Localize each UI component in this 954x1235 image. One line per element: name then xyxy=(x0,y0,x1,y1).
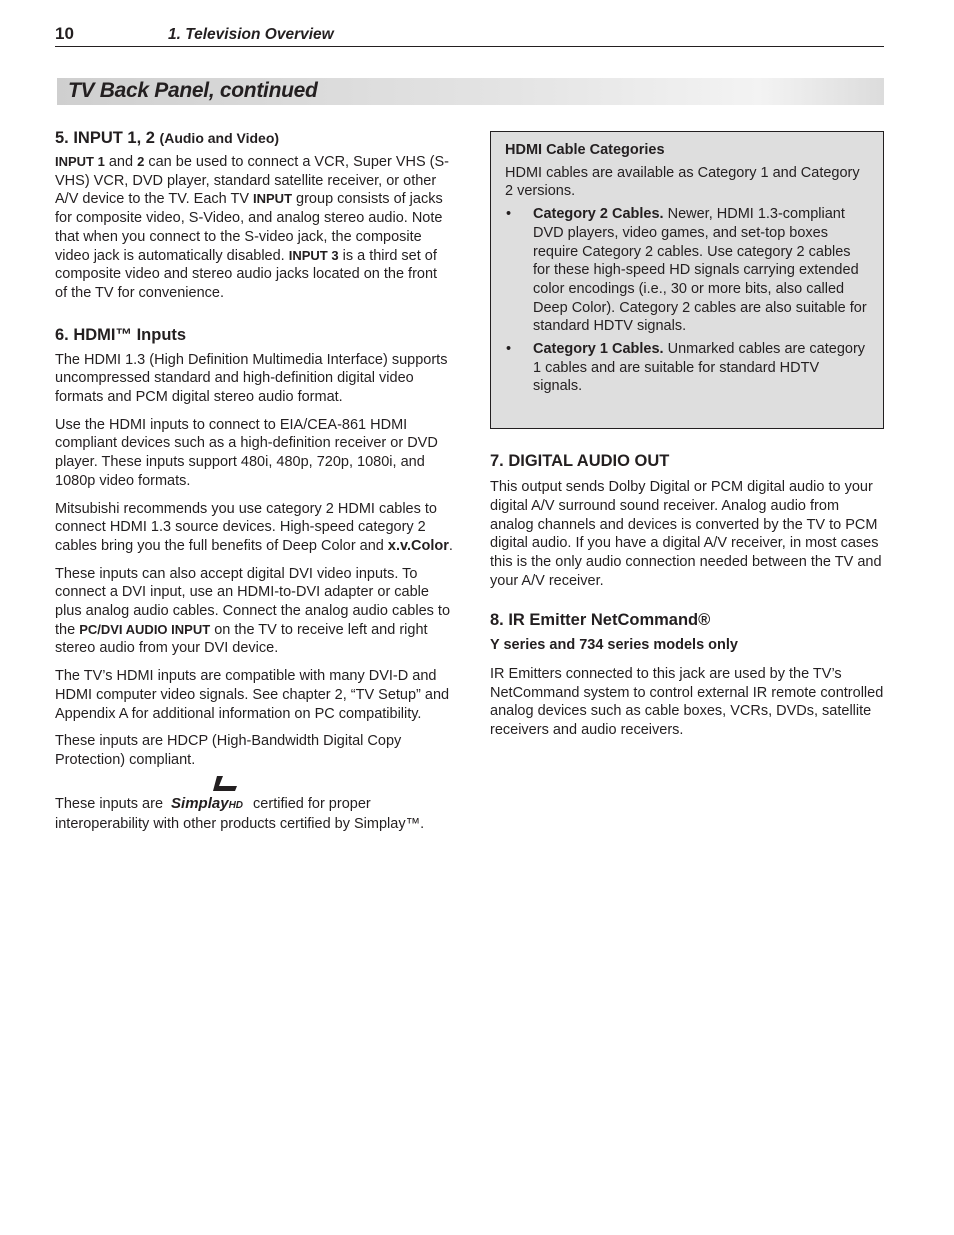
page-header xyxy=(55,24,884,47)
text-span: . xyxy=(448,537,453,554)
hdmi-paragraph-7 xyxy=(55,795,453,834)
text-span: certified for proper interoperability with other products certified by Simplay™. xyxy=(55,795,425,833)
ir-emitter-heading: 8. IR Emitter NetCommand® xyxy=(490,611,711,630)
left-column xyxy=(55,128,453,834)
bullet-icon: • xyxy=(506,341,512,358)
digital-audio-paragraph: This output sends Dolby Digital or PCM digital audio to your digital A/V surround sound receiver. Analog audio from analog channels and devices is converted by the TV to PCM digital audio. If you have a digital A/V receiver, in most cases this is the only audio connection needed between the TV and your A/V receiver. xyxy=(490,479,882,589)
input-3-label: INPUT 3 xyxy=(288,247,339,263)
hdmi-cable-callout xyxy=(490,131,884,429)
list-item xyxy=(505,205,871,336)
text-span: and xyxy=(104,154,138,170)
hdmi-paragraph-5: The TV’s HDMI inputs are compatible with many DVI-D and HDMI computer video signals. See chapter 2, “TV Setup” and Appendix A for additional information on PC compatibility. xyxy=(55,668,450,722)
text-span: These inputs are xyxy=(55,795,168,812)
hdmi-heading: 6. HDMI™ Inputs xyxy=(55,325,187,344)
input-heading-small: (Audio and Video) xyxy=(159,130,280,146)
text-span: on the TV to receive left and right stereo audio from your DVI device. xyxy=(55,621,428,657)
simplay-swoosh-icon xyxy=(211,774,241,796)
digital-audio-heading: 7. DIGITAL AUDIO OUT xyxy=(490,452,670,471)
list-item-text: Newer, HDMI 1.3-compliant DVD players, video games, and set-top boxes require Category 2 cables. Use category 2 cables for these high-speed HD signals carrying extended color encodings (i.e., 30 or more bits, also called Deep Color). Category 2 cables are also suitable for standard HDTV signals. xyxy=(533,206,867,335)
text-span: Mitsubishi recommends you use category 2 HDMI cables to connect HDMI 1.3 source devices. High-speed category 2 cables bring you the full benefits of Deep Color and xyxy=(55,500,437,554)
input-1-label: INPUT 1 xyxy=(55,154,105,169)
hdmi-paragraph-6: These inputs are HDCP (High-Bandwidth Digital Copy Protection) compliant. xyxy=(55,733,402,768)
ir-emitter-subheading: Y series and 734 series models only xyxy=(490,637,738,654)
input-paragraph xyxy=(55,153,453,303)
input-heading xyxy=(55,128,453,148)
input-label: INPUT xyxy=(253,191,293,207)
pc-dvi-audio-input-label: PC/DVI AUDIO INPUT xyxy=(79,621,211,637)
hdmi-paragraph-3 xyxy=(55,500,453,556)
hdmi-paragraph-1: The HDMI 1.3 (High Definition Multimedia Interface) supports uncompressed standard and high-definition digital video formats and PCM digital stereo audio format. xyxy=(55,351,448,406)
hdmi-paragraph-2: Use the HDMI inputs to connect to EIA/CEA-861 HDMI compliant devices such as a high-definition receiver or DVD player. These inputs support 480i, 480p, 720p, 1080i, and 1080p video formats. xyxy=(55,416,438,489)
list-item-title: Category 2 Cables. xyxy=(533,206,664,223)
page-number: 10 xyxy=(55,24,74,43)
simplayhd-logo: SimplayHD xyxy=(171,795,243,816)
callout-title: HDMI Cable Categories xyxy=(505,142,665,158)
list-item xyxy=(505,340,871,396)
section-title-bar xyxy=(57,78,884,105)
text-span: is a third set of composite video and stereo audio jacks located on the front of the TV for convenience. xyxy=(55,247,438,301)
bullet-icon: • xyxy=(506,206,512,223)
list-item-title: Category 1 Cables. xyxy=(533,341,664,358)
callout-intro: HDMI cables are available as Category 1 and Category 2 versions. xyxy=(505,164,860,200)
section-title: TV Back Panel, continued xyxy=(68,79,318,102)
right-column xyxy=(490,131,884,740)
text-span: can be used to connect a VCR, Super VHS (S-VHS) VCR, DVD player, standard satellite receiver, or other A/V device to the TV. Each TV xyxy=(55,154,449,208)
xvcolor-term: x.v.Color xyxy=(387,537,449,554)
text-span: group consists of jacks for composite video, S-Video, and analog stereo audio. Note that when you connect to the S-video jack, the composite video jack is automatically disabled. xyxy=(55,191,443,264)
hdmi-paragraph-4 xyxy=(55,565,453,659)
callout-list xyxy=(505,205,871,396)
text-span: These inputs can also accept digital DVI video inputs. To connect a DVI input, use an HDMI-to-DVI adapter or cable plus analog audio cables. Connect the analog audio cables to the xyxy=(55,565,451,638)
input-heading-text: 5. INPUT 1, 2 xyxy=(55,129,155,147)
input-2-label: 2 xyxy=(137,154,145,169)
chapter-title: 1. Television Overview xyxy=(168,26,334,43)
list-item-text: Unmarked cables are category 1 cables and are suitable for standard HDTV signals. xyxy=(533,341,866,395)
ir-emitter-paragraph: IR Emitters connected to this jack are used by the TV’s NetCommand system to control external IR remote controlled analog devices such as cable boxes, VCRs, DVDs, satellite receivers and audio receivers. xyxy=(490,666,884,739)
